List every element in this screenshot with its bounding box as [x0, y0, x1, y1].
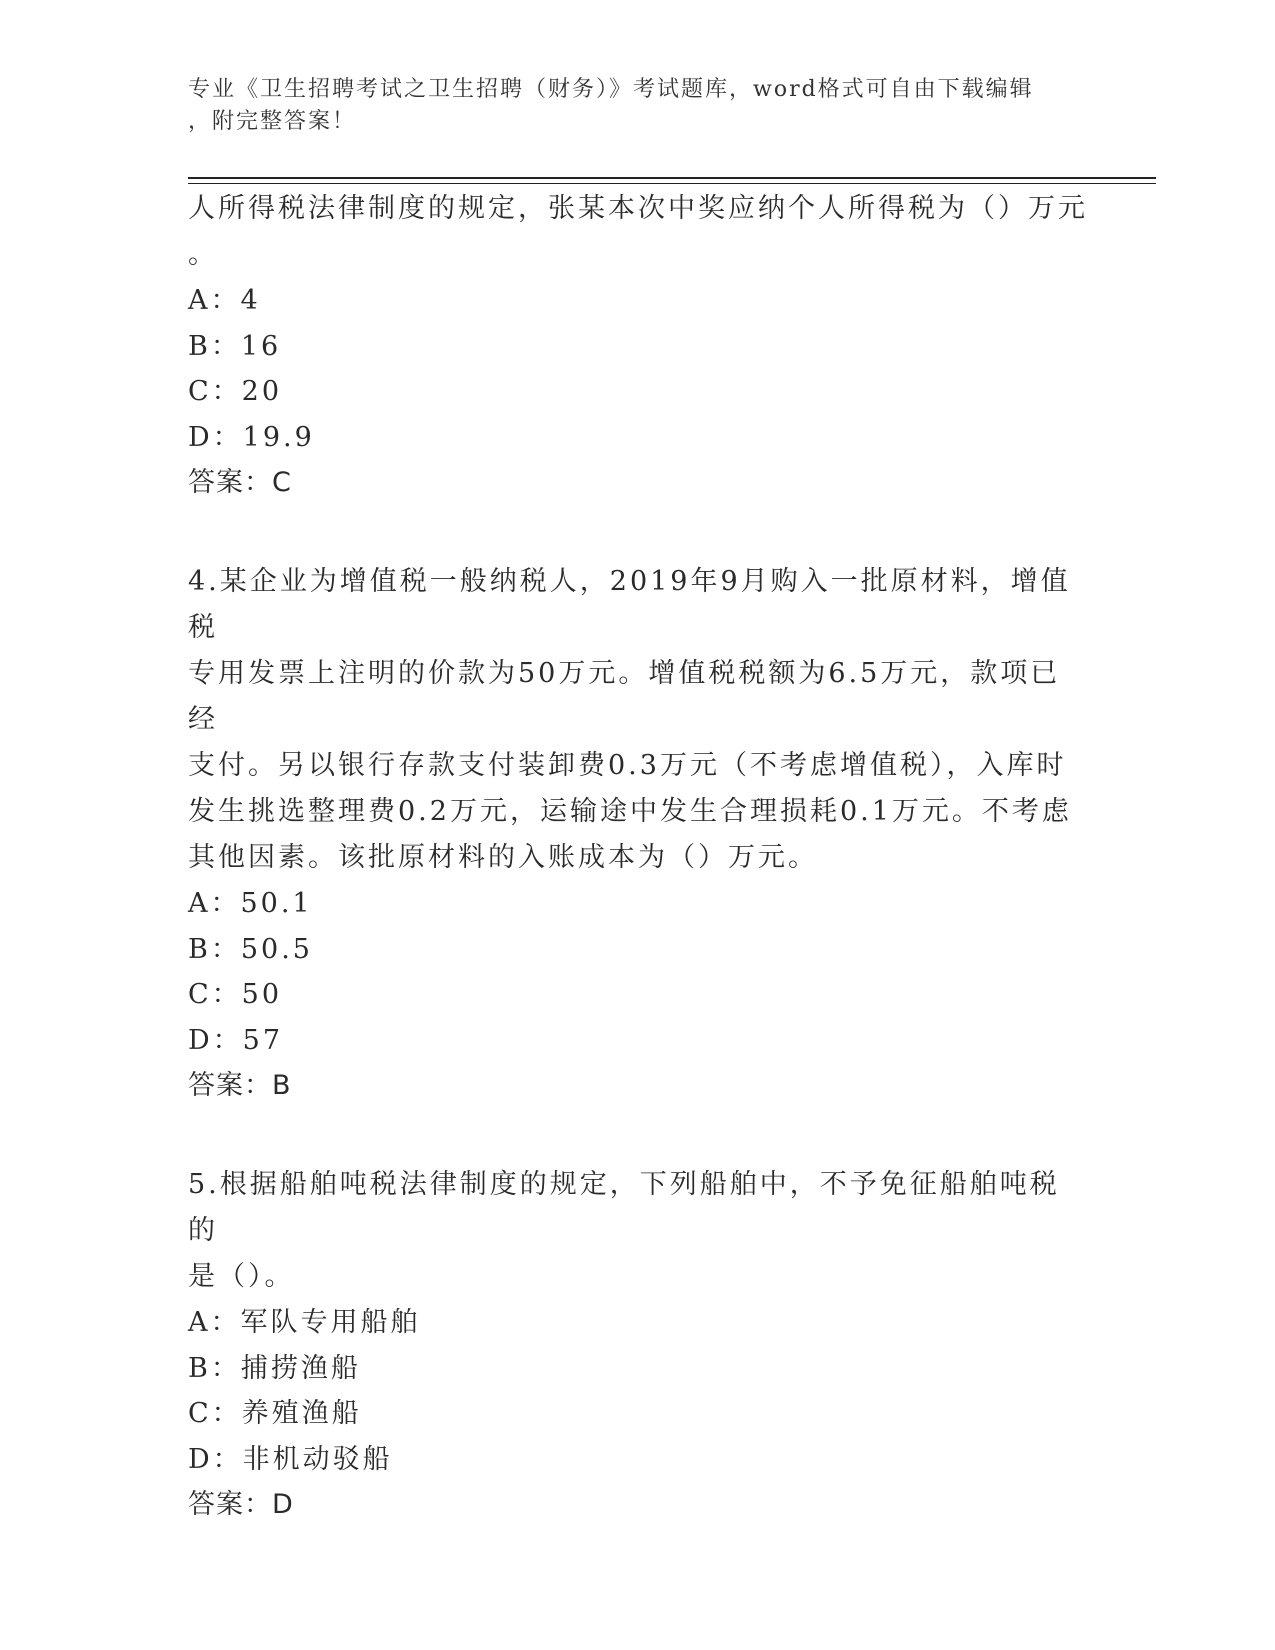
header-line-2: ，附完整答案！: [188, 109, 357, 134]
option-d: D：19.9: [188, 421, 315, 453]
option-b: B：捕捞渔船: [188, 1352, 361, 1384]
question-4: [188, 559, 1088, 1108]
option-b: B：50.5: [188, 933, 313, 965]
option-c: C：20: [188, 376, 283, 407]
answer-label: 答案：C: [188, 467, 292, 498]
question-text-line: 人所得税法律制度的规定，张某本次中奖应纳个人所得税为（）万元: [188, 193, 1088, 224]
answer-label: 答案：D: [188, 1489, 294, 1520]
question-5: [188, 1162, 1088, 1527]
answer-label: 答案：B: [188, 1070, 292, 1101]
question-text-line: 5.根据船舶吨税法律制度的规定，下列船舶中，不予免征船舶吨税的: [188, 1169, 1060, 1246]
option-b: B：16: [188, 330, 282, 362]
header-divider-thick: [188, 177, 1156, 179]
document-body: [188, 186, 1088, 1527]
header-line-1: 专业《卫生招聘考试之卫生招聘（财务）》考试题库，word格式可自由下载编辑: [188, 77, 1034, 102]
question-text-line: 专用发票上注明的价款为50万元。增值税税额为6.5万元，款项已经: [188, 658, 1061, 735]
question-text-line: 4.某企业为增值税一般纳税人，2019年9月购入一批原材料，增值税: [188, 566, 1071, 643]
option-d: D：57: [188, 1024, 284, 1056]
option-d: D：非机动驳船: [188, 1443, 393, 1475]
spacer: [188, 1108, 1088, 1162]
option-c: C：养殖渔船: [188, 1398, 362, 1429]
header-divider-thin: [188, 183, 1156, 184]
question-text-line: 是（）。: [188, 1261, 295, 1292]
option-a: A：军队专用船舶: [188, 1307, 421, 1338]
option-c: C：50: [188, 979, 283, 1010]
question-text-line: 发生挑选整理费0.2万元，运输途中发生合理损耗0.1万元。不考虑: [188, 796, 1072, 827]
question-text-line: 。: [188, 239, 218, 270]
spacer: [188, 505, 1088, 559]
question-3: [188, 186, 1088, 505]
question-text-line: 支付。另以银行存款支付装卸费0.3万元（不考虑增值税），入库时: [188, 750, 1067, 781]
question-text-line: 其他因素。该批原材料的入账成本为（）万元。: [188, 842, 818, 873]
option-a: A：4: [188, 285, 261, 316]
document-header: [188, 74, 1068, 138]
option-a: A：50.1: [188, 888, 313, 919]
